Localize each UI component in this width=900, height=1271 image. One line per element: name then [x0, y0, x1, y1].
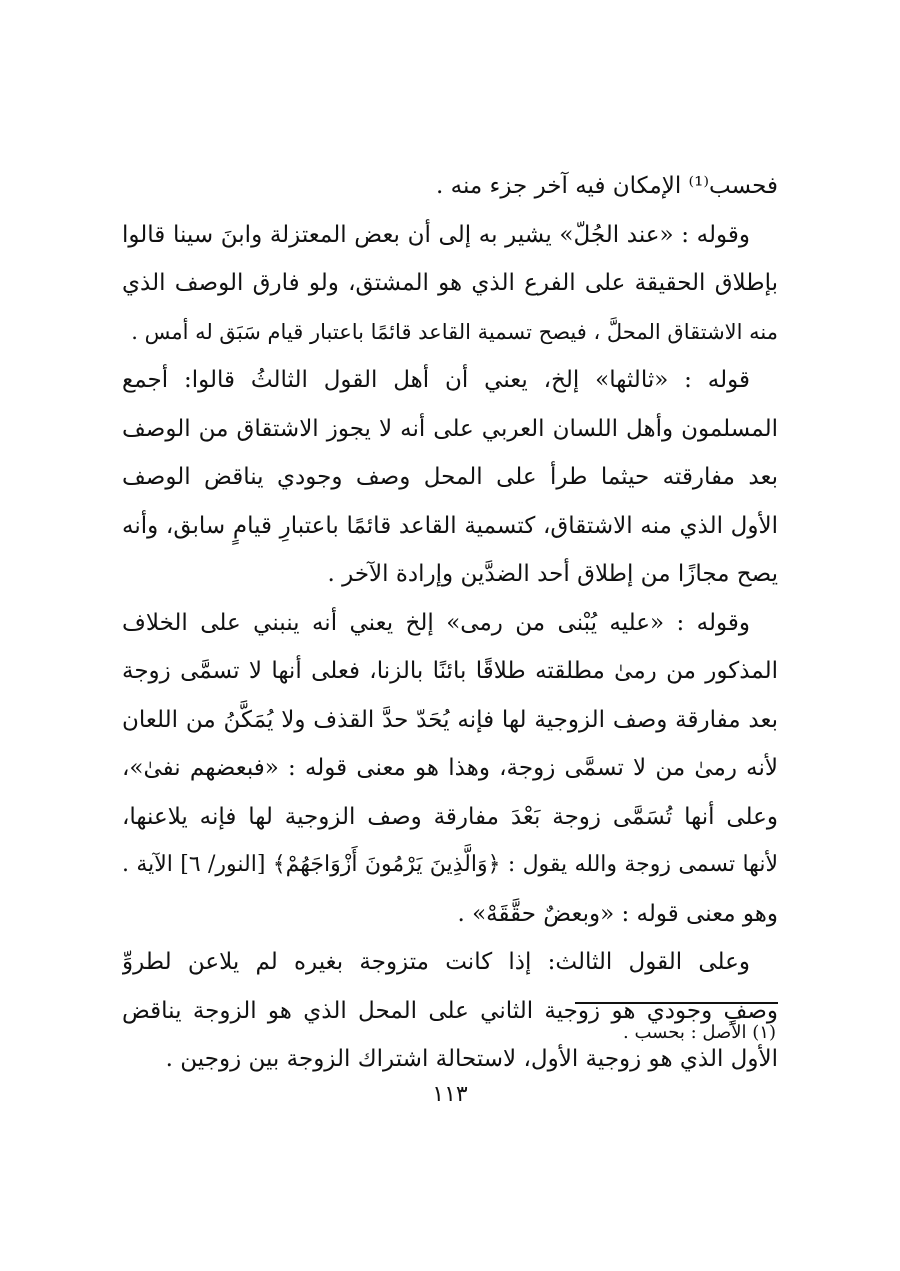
text-line: بإطلاق الحقيقة على الفرع الذي هو المشتق، ولو فارق الوصف الذي	[122, 270, 778, 296]
text-line: فحسب⁽¹⁾ الإمكان فيه آخر جزء منه .	[436, 173, 778, 199]
text-line: منه الاشتقاق المحلَّ ، فيصح تسمية القاعد قائمًا باعتبار قيام سَبَق له أمس .	[131, 319, 778, 344]
text-line: لأنه رمىٰ من لا تسمَّى زوجة، وهذا هو معنى قوله : «فبعضهم نفىٰ»،	[122, 755, 778, 781]
text-line: بعد مفارقته حيثما طرأ على المحل وصف وجودي يناقض الوصف	[122, 464, 778, 490]
text-line: الأول الذي منه الاشتقاق، كتسمية القاعد قائمًا باعتبارِ قيامٍ سابق، وأنه	[122, 512, 778, 539]
text-line: قوله : «ثالثها» إلخ، يعني أن أهل القول الثالثُ قالوا: أجمع	[122, 367, 750, 393]
text-line: وعلى القول الثالث: إذا كانت متزوجة بغيره لم يلاعن لطروِّ	[122, 949, 750, 975]
text-line: وقوله : «عند الجُلّ» يشير به إلى أن بعض المعتزلة وابنَ سينا قالوا	[122, 221, 750, 248]
text-line: المسلمون وأهل اللسان العربي على أنه لا يجوز الاشتقاق من الوصف	[122, 415, 778, 442]
page-number: ١١٣	[432, 1082, 468, 1107]
text-line: وصفٍ وجودي هو زوجية الثاني على المحل الذي هو الزوجة يناقض	[122, 997, 778, 1024]
text-line: وقوله : «عليه يُبْنى من رمى» إلخ يعني أنه ينبني على الخلاف	[122, 609, 750, 636]
text-line: الأول الذي هو زوجية الأول، لاستحالة اشتراك الزوجة بين زوجين .	[165, 1046, 778, 1072]
body-text	[122, 162, 778, 1084]
text-line: وعلى أنها تُسَمَّى زوجة بَعْدَ مفارقة وصف الزوجية لها فإنه يلاعنها،	[122, 803, 778, 830]
text-line: بعد مفارقة وصف الزوجية لها فإنه يُحَدّ حدَّ القذف ولا يُمَكَّنُ من اللعان	[122, 706, 778, 733]
text-line: وهو معنى قوله : «وبعضٌ حقَّقَهْ» .	[457, 900, 778, 927]
footnote-separator	[575, 1002, 778, 1004]
footnote: (١) الأصل : بحسب .	[623, 1022, 776, 1043]
text-line: لأنها تسمى زوجة والله يقول : ﴿وَالَّذِينَ يَرْمُونَ أَزْوَاجَهُمْ﴾ [النور/ ٦] الآية .	[122, 852, 778, 877]
text-line: يصح مجازًا من إطلاق أحد الضدَّين وإرادة الآخر .	[327, 561, 778, 587]
text-line: المذكور من رمىٰ مطلقته طلاقًا بائنًا بالزنا، فعلى أنها لا تسمَّى زوجة	[122, 658, 778, 684]
